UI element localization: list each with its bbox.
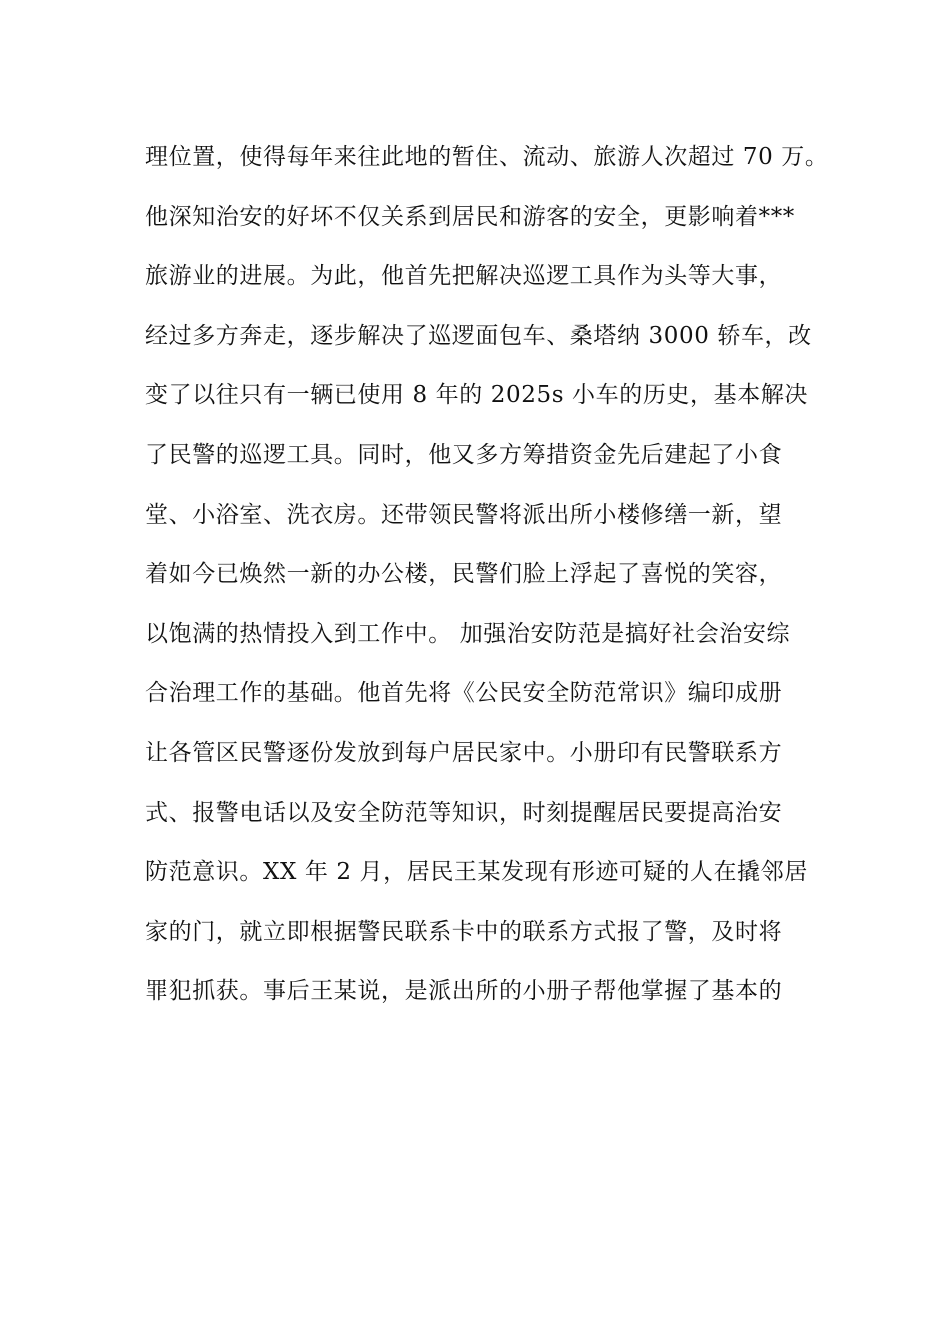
text-line-5: 变了以往只有一辆已使用 8 年的 2025s 小车的历史，基本解决 xyxy=(145,382,809,409)
text-line-12: 式、报警电话以及安全防范等知识，时刻提醒居民要提高治安 xyxy=(145,799,783,826)
text-line-9: 以饱满的热情投入到工作中。 加强治安防范是搞好社会治安综 xyxy=(145,620,791,647)
text-line-2: 他深知治安的好坏不仅关系到居民和游客的安全，更影响着*** xyxy=(145,203,795,230)
text-line-4: 经过多方奔走，逐步解决了巡逻面包车、桑塔纳 3000 轿车，改 xyxy=(145,322,812,349)
body-text xyxy=(145,128,829,1022)
text-line-14: 家的门，就立即根据警民联系卡中的联系方式报了警，及时将 xyxy=(145,918,783,945)
text-line-1: 理位置，使得每年来往此地的暂住、流动、旅游人次超过 70 万。 xyxy=(145,144,829,170)
text-line-10: 合治理工作的基础。他首先将《公民安全防范常识》编印成册 xyxy=(145,680,783,707)
text-line-8: 着如今已焕然一新的办公楼，民警们脸上浮起了喜悦的笑容， xyxy=(145,561,783,588)
text-line-7: 堂、小浴室、洗衣房。还带领民警将派出所小楼修缮一新，望 xyxy=(145,501,783,528)
text-line-15: 罪犯抓获。事后王某说，是派出所的小册子帮他掌握了基本的 xyxy=(145,978,783,1005)
text-line-6: 了民警的巡逻工具。同时，他又多方筹措资金先后建起了小食 xyxy=(145,441,783,468)
text-line-11: 让各管区民警逐份发放到每户居民家中。小册印有民警联系方 xyxy=(145,739,783,766)
text-line-3: 旅游业的进展。为此，他首先把解决巡逻工具作为头等大事， xyxy=(145,263,783,290)
text-line-13: 防范意识。XX 年 2 月，居民王某发现有形迹可疑的人在撬邻居 xyxy=(145,859,808,886)
